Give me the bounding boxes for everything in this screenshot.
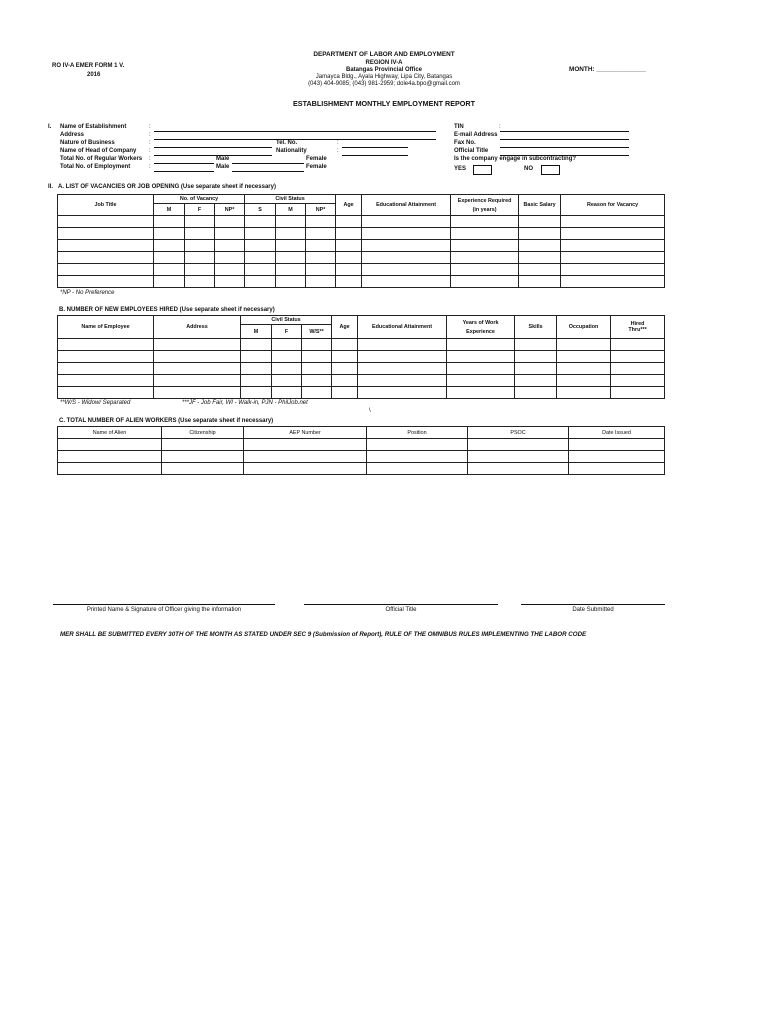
header-education: Educational Attainment [358,316,447,339]
header-hired-thru [611,316,665,339]
tel-field[interactable] [342,147,408,148]
header-hired-line2: Thru*** [628,327,647,333]
submission-notice: MER SHALL BE SUBMITTED EVERY 30TH OF THE MONTH AS STATED UNDER SEC 9 (Submission of Report), RULE OF THE OMNIBUS RULES IMPLEMENTING THE LABOR CODE [60,631,587,638]
label-regular-workers: Total No. of Regular Workers [60,156,143,162]
footnote-hired-thru: ***JF - Job Fair, WI - Walk-in, PJN - PhilJob.net [182,400,308,406]
section-2b-title: B. NUMBER OF NEW EMPLOYEES HIRED (Use separate sheet if necessary) [59,307,275,313]
head-field[interactable] [154,155,272,156]
header-m: M [154,204,185,216]
colon: : [149,124,151,130]
vacancy-table [57,194,665,288]
no-checkbox[interactable] [541,165,560,175]
month-field[interactable]: MONTH: ______________ [569,66,647,73]
header-age: Age [332,316,358,339]
colon: : [149,132,151,138]
colon: : [499,124,501,130]
header-hired-line1: Hired [630,321,645,327]
office-contact: (043) 404-9085; (043) 981-2959; dole4a.bpo@gmail.com [308,81,460,87]
table-row[interactable] [58,264,665,276]
header-experience-line2: (in years) [472,206,497,213]
tin-label: TIN [454,124,464,130]
female-label: Female [306,156,327,162]
header-s: S [245,204,276,216]
footnote-ws: **W/S - Widow/ Separated [60,400,131,406]
header-psoc: PSOC [468,427,569,439]
table-row[interactable] [58,439,665,451]
header-position: Position [367,427,468,439]
male-label: Male [216,164,230,170]
tin-field[interactable] [500,131,629,132]
header-date-issued: Date Issued [569,427,665,439]
female-label: Female [306,164,327,170]
section-1-number: I. [48,124,52,130]
email-label: E-mail Address [454,132,498,138]
date-submitted-caption: Date Submitted [572,607,614,613]
header-employee-name: Name of Employee [58,316,154,339]
tel-label: Tel. No. [276,140,298,146]
header-ws: W/S** [302,325,332,339]
new-employees-table [57,315,665,399]
subcontract-question: Is the company engage in subcontracting? [454,156,577,162]
label-establishment: Name of Establishment [60,124,127,130]
fax-field[interactable] [500,147,629,148]
section-2-number: II. [48,184,54,190]
table-row[interactable] [58,451,665,463]
report-title: ESTABLISHMENT MONTHLY EMPLOYMENT REPORT [293,99,475,108]
official-title-line[interactable] [304,604,498,605]
section-2a-title: A. LIST OF VACANCIES OR JOB OPENING (Use separate sheet if necessary) [58,184,276,190]
header-years-line2: Experience [466,328,495,335]
employment-male-field[interactable] [154,171,214,172]
header-occupation: Occupation [557,316,611,339]
male-label: Male [216,156,230,162]
label-business: Nature of Business [60,140,115,146]
table-row[interactable] [58,351,665,363]
header-civil-np: NP* [306,204,336,216]
table-row[interactable] [58,375,665,387]
regular-female-field[interactable] [232,163,304,164]
colon: : [337,140,339,146]
header-f: F [185,204,215,216]
table-row[interactable] [58,228,665,240]
header-aep-number: AEP Number [244,427,367,439]
form-year: 2016 [87,72,101,78]
header-civil-status: Civil Status [245,195,336,204]
section-2c-title: C. TOTAL NUMBER OF ALIEN WORKERS (Use separate sheet if necessary) [59,418,274,424]
fax-label: Fax No. [454,140,476,146]
no-label: NO [524,166,533,172]
header-reason: Reason for Vacancy [561,195,665,216]
business-field[interactable] [154,147,272,148]
header-np: NP* [215,204,245,216]
header-job-title: Job Title [58,195,154,216]
employment-female-field[interactable] [232,171,304,172]
colon: : [337,148,339,154]
header-experience-line1: Experience Required [457,197,512,204]
table-row[interactable] [58,240,665,252]
header-f: F [272,325,302,339]
table-row[interactable] [58,276,665,288]
header-age: Age [336,195,362,216]
colon: : [149,164,151,170]
email-field[interactable] [500,139,629,140]
header-skills: Skills [515,316,557,339]
form-code: RO IV-A EMER FORM 1 V. [52,63,125,69]
table-row[interactable] [58,252,665,264]
office-name: Batangas Provincial Office [345,67,423,73]
yes-label: YES [454,166,467,172]
nationality-field[interactable] [342,155,408,156]
alien-workers-table [57,426,665,475]
official-title-label: Official Title [454,148,489,154]
footnote-np: *NP - No Preference [60,290,115,296]
establishment-field[interactable] [154,131,436,132]
header-citizenship: Citizenship [162,427,244,439]
table-row[interactable] [58,339,665,351]
table-row[interactable] [58,363,665,375]
table-row[interactable] [58,463,665,475]
label-employment: Total No. of Employment [60,164,131,170]
table-row[interactable] [58,216,665,228]
department-name: DEPARTMENT OF LABOR AND EMPLOYMENT [313,51,455,58]
office-address: Jamayca Bldg., Ayala Highway, Lipa City, Batangas [315,74,453,80]
header-address: Address [154,316,241,339]
header-m: M [241,325,272,339]
header-civil-m: M [276,204,306,216]
colon: : [149,148,151,154]
label-address: Address [60,132,85,138]
colon: : [149,140,151,146]
yes-checkbox[interactable] [473,165,492,175]
date-submitted-line[interactable] [521,604,665,605]
table-row[interactable] [58,387,665,399]
header-no-vacancy: No. of Vacancy [154,195,245,204]
label-head: Name of Head of Company [60,148,137,154]
nationality-label: Nationality [276,148,307,154]
header-years-line1: Years of Work [462,319,499,326]
header-salary: Basic Salary [519,195,561,216]
officer-signature-label: Printed Name & Signature of Officer giving the information [86,607,242,613]
header-education: Educational Attainment [362,195,451,216]
colon: : [149,156,151,162]
region-name: REGION IV-A [365,60,403,66]
header-civil-status: Civil Status [241,316,332,325]
header-alien-name: Name of Alien [58,427,162,439]
stray-mark: \ [369,408,371,414]
header-years-experience [447,316,515,339]
officer-signature-line[interactable] [53,604,275,605]
official-title-caption: Official Title [385,607,417,613]
header-experience [451,195,519,216]
regular-male-field[interactable] [154,163,214,164]
